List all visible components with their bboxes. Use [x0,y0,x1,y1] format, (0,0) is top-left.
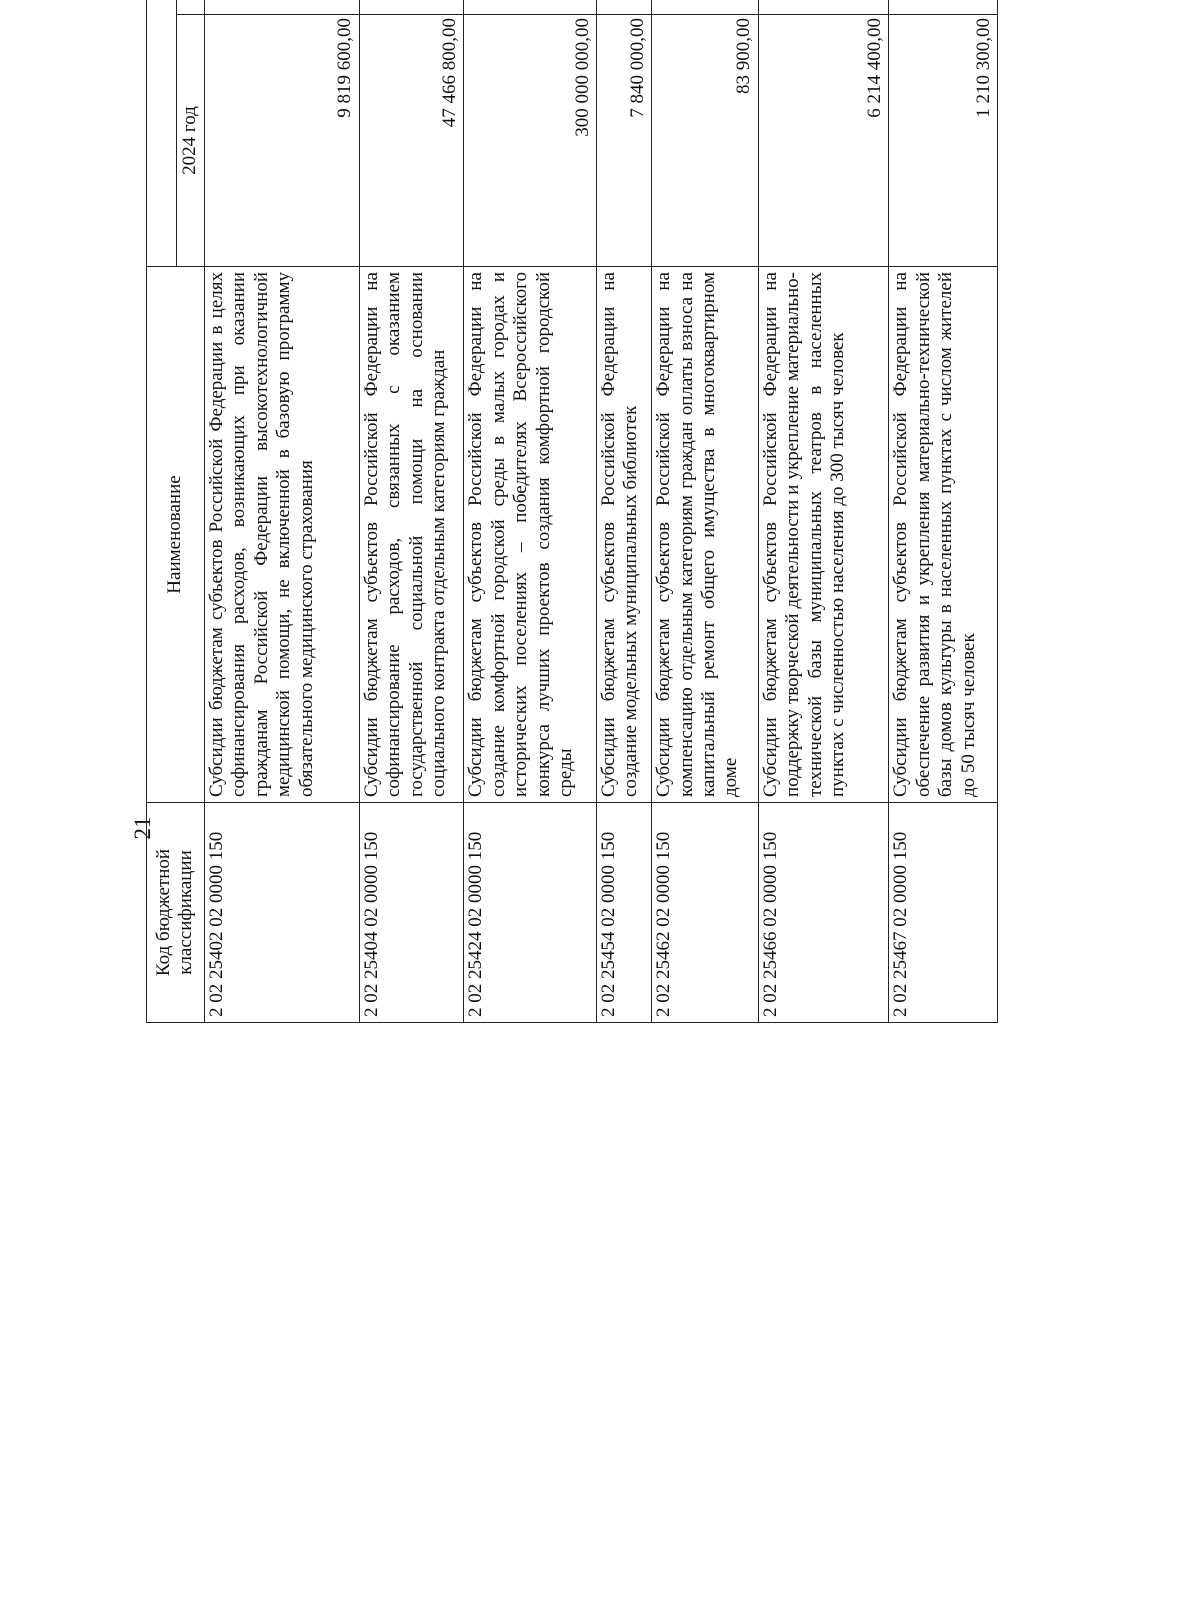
header-year-2024: 2024 год [177,15,205,267]
page-number: 21 [130,816,155,840]
row-name: Субсидии бюджетам субъектов Российской Федерации на обеспечение развития и укрепления материально-технической базы домов культуры в населенных пунктах с числом жителей до 50 тысяч человек [889,267,998,803]
header-year-2025 [177,0,205,15]
budget-table-container [146,0,998,1023]
table-row [596,0,651,1023]
budget-table [146,0,998,1023]
row-amount-2025 [205,0,360,15]
row-name: Субсидии бюджетам субъектов Российской Федерации на компенсацию отдельным категориям граждан оплаты взноса на капитальный ремонт общего имущества в многоквартирном доме [652,267,759,803]
table-row [205,0,360,1023]
row-code: 2 02 25402 02 0000 150 [205,803,360,1023]
row-code: 2 02 25424 02 0000 150 [464,803,597,1023]
row-name: Субсидии бюджетам субъектов Российской Федерации на поддержку творческой деятельности и укрепление материально-технической базы муниципальных театров в населенных пунктах с численностью населения до 300 тысяч человек [758,267,889,803]
header-sum [147,0,177,267]
table-row [464,0,597,1023]
row-amount-2024: 6 214 400,00 [758,15,889,267]
row-amount-2024: 47 466 800,00 [359,15,464,267]
row-amount-2024: 300 000 000,00 [464,15,597,267]
row-amount-2024: 7 840 000,00 [596,15,651,267]
row-code: 2 02 25467 02 0000 150 [889,803,998,1023]
row-code: 2 02 25404 02 0000 150 [359,803,464,1023]
table-row [652,0,759,1023]
row-amount-2025 [889,0,998,15]
row-name: Субсидии бюджетам субъектов Российской Федерации на софинансирование расходов, связанных с оказанием государственной социальной помощи на основании социального контракта отдельным категориям граждан [359,267,464,803]
header-code: Код бюджетной классификации [147,803,205,1023]
row-name: Субсидии бюджетам субъектов Российской Федерации на создание комфортной городской среды в малых городах и исторических поселениях – победителях Всероссийского конкурса лучших проектов создания комфортной городской среды [464,267,597,803]
row-code: 2 02 25466 02 0000 150 [758,803,889,1023]
table-row [359,0,464,1023]
row-amount-2025 [596,0,651,15]
header-name: Наименование [147,267,205,803]
row-code: 2 02 25462 02 0000 150 [652,803,759,1023]
row-name: Субсидии бюджетам субъектов Российской Федерации на создание модельных муниципальных библиотек [596,267,651,803]
row-amount-2025 [359,0,464,15]
header-row [147,0,177,1023]
row-amount-2024: 9 819 600,00 [205,15,360,267]
row-amount-2024: 83 900,00 [652,15,759,267]
row-amount-2025 [758,0,889,15]
row-amount-2024: 1 210 300,00 [889,15,998,267]
row-amount-2025 [652,0,759,15]
row-name: Субсидии бюджетам субъектов Российской Федерации в целях софинансирования расходов, возникающих при оказании гражданам Российской Федерации высокотехнологичной медицинской помощи, не включенной в базовую программу обязательного медицинского страхования [205,267,360,803]
row-amount-2025 [464,0,597,15]
table-row [758,0,889,1023]
table-row [889,0,998,1023]
row-code: 2 02 25454 02 0000 150 [596,803,651,1023]
